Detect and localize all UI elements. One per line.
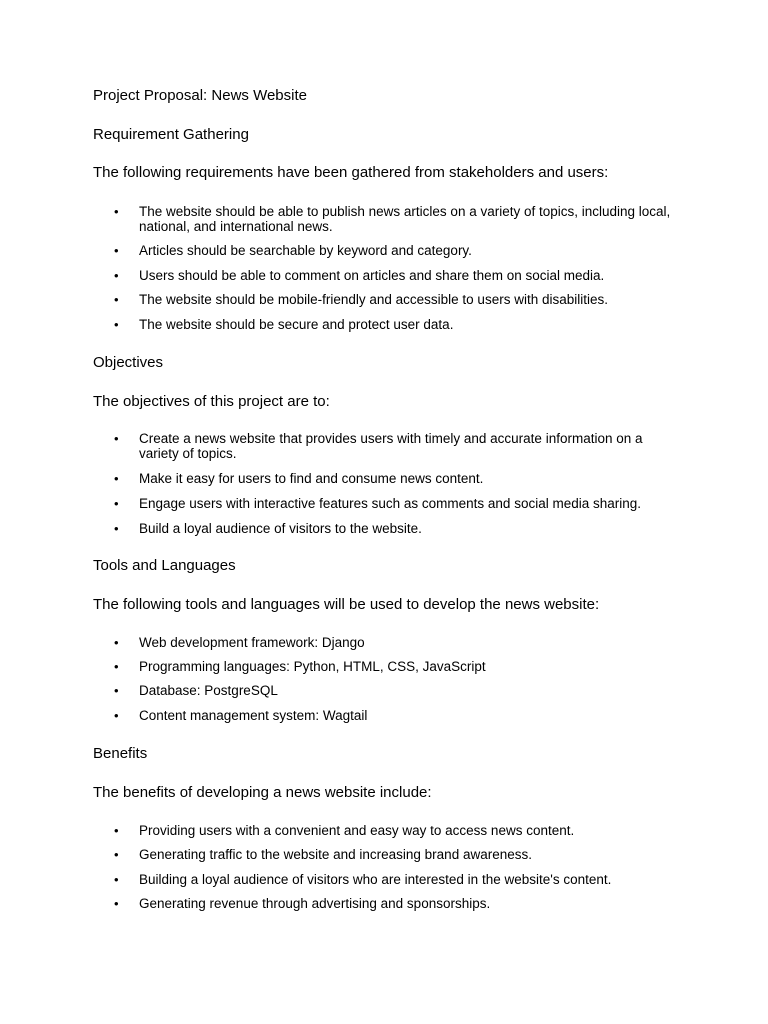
list-item-text: Make it easy for users to find and consume news content.: [139, 471, 484, 486]
list-item-text: The website should be able to publish news articles on a variety of topics, including local, national, and international news.: [139, 204, 671, 234]
bullet-icon: •: [114, 872, 119, 887]
bullet-icon: •: [114, 268, 119, 283]
list-item-text: Generating traffic to the website and increasing brand awareness.: [139, 847, 532, 862]
section-intro-benefits: The benefits of developing a news website include:: [93, 784, 432, 801]
list-item-text: Create a news website that provides users with timely and accurate information on a variety of topics.: [139, 431, 643, 461]
bullet-icon: •: [114, 471, 119, 486]
bullet-icon: •: [114, 243, 119, 258]
bullet-icon: •: [114, 896, 119, 911]
bullet-icon: •: [114, 683, 119, 698]
section-heading-requirements: Requirement Gathering: [93, 126, 249, 143]
list-item-text: Programming languages: Python, HTML, CSS, JavaScript: [139, 659, 486, 674]
list-item-text: Build a loyal audience of visitors to the website.: [139, 521, 422, 536]
bullet-icon: •: [114, 521, 119, 536]
list-item-text: Content management system: Wagtail: [139, 708, 368, 723]
list-item-text: Engage users with interactive features such as comments and social media sharing.: [139, 496, 642, 511]
list-item-text: The website should be secure and protect user data.: [139, 317, 454, 332]
bullet-icon: •: [114, 823, 119, 838]
bullet-icon: •: [114, 204, 119, 219]
list-item-text: Web development framework: Django: [139, 635, 365, 650]
bullet-icon: •: [114, 496, 119, 511]
document-title: Project Proposal: News Website: [93, 87, 307, 104]
section-heading-tools: Tools and Languages: [93, 557, 236, 574]
list-item-text: Providing users with a convenient and easy way to access news content.: [139, 823, 575, 838]
list-item-text: Database: PostgreSQL: [139, 683, 278, 698]
section-heading-benefits: Benefits: [93, 745, 148, 762]
bullet-icon: •: [114, 317, 119, 332]
bullet-icon: •: [114, 659, 119, 674]
bullet-icon: •: [114, 847, 119, 862]
list-item-text: The website should be mobile-friendly and accessible to users with disabilities.: [139, 292, 608, 307]
section-intro-requirements: The following requirements have been gathered from stakeholders and users:: [93, 164, 609, 181]
bullet-icon: •: [114, 635, 119, 650]
list-item-text: Users should be able to comment on articles and share them on social media.: [139, 268, 605, 283]
bullet-icon: •: [114, 431, 119, 446]
section-intro-tools: The following tools and languages will be used to develop the news website:: [93, 596, 600, 613]
bullet-icon: •: [114, 292, 119, 307]
bullet-icon: •: [114, 708, 119, 723]
list-item-text: Articles should be searchable by keyword and category.: [139, 243, 472, 258]
list-item-text: Generating revenue through advertising and sponsorships.: [139, 896, 491, 911]
list-item-text: Building a loyal audience of visitors who are interested in the website's content.: [139, 872, 612, 887]
section-intro-objectives: The objectives of this project are to:: [93, 393, 330, 410]
section-heading-objectives: Objectives: [93, 354, 164, 371]
